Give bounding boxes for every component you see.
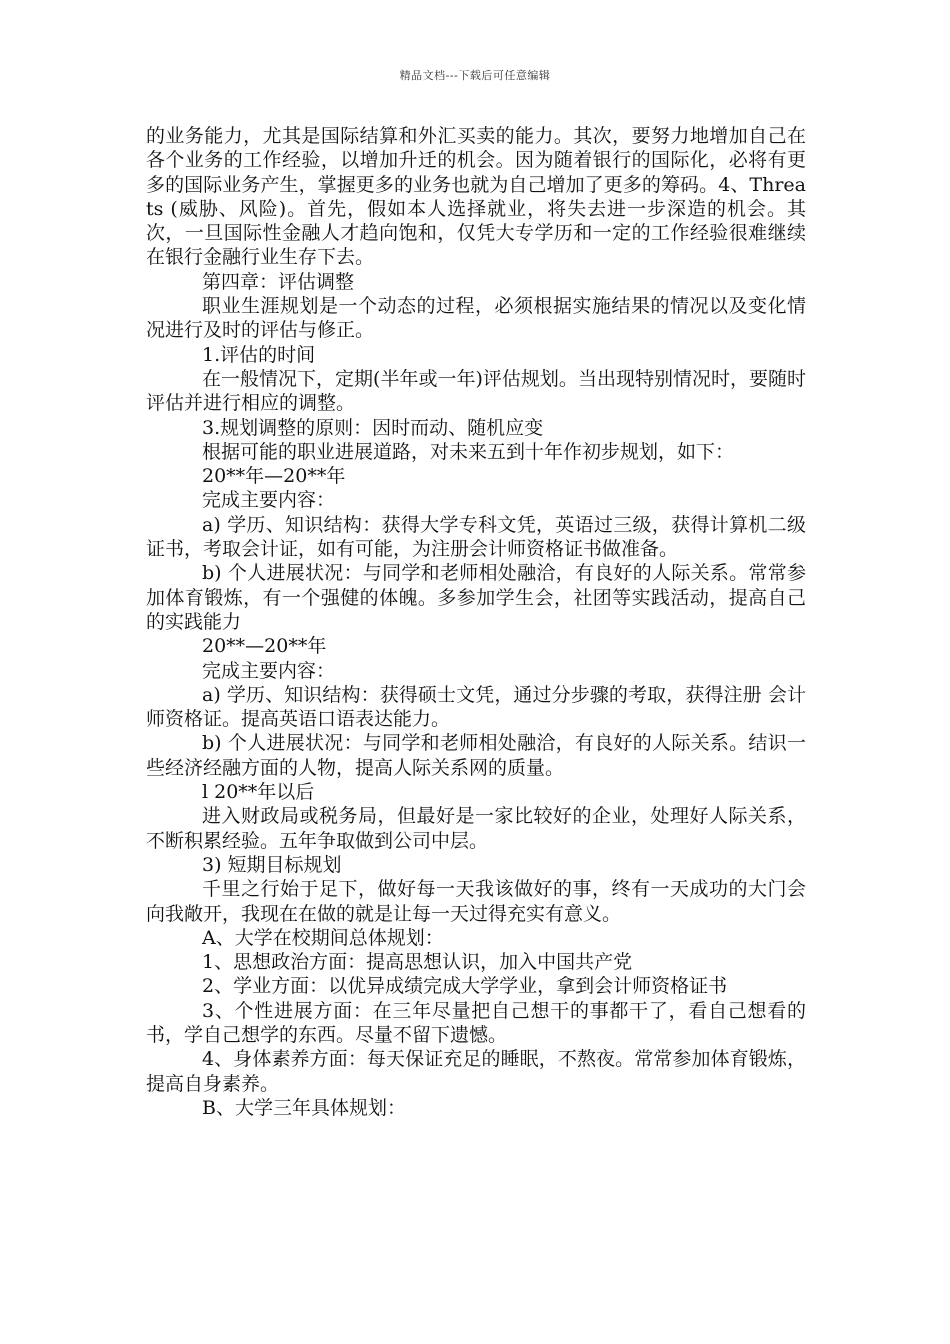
list-item: b) 个人进展状况：与同学和老师相处融洽，有良好的人际关系。结识一些经济经融方面的人物，提高人际关系网的质量。 — [146, 732, 806, 779]
list-item: a) 学历、知识结构：获得大学专科文凭，英语过三级，获得计算机二级证书，考取会计证，如有可能，为注册会计师资格证书做准备。 — [146, 513, 806, 561]
list-item: 3、个性进展方面：在三年尽量把自己想干的事都干了，看自己想看的书，学自己想学的东西。尽量不留下遗憾。 — [146, 999, 806, 1046]
period-heading: 20**年—20**年 — [202, 465, 346, 488]
paragraph: 根据可能的职业进展道路，对未来五到十年作初步规划，如下： — [202, 440, 735, 463]
list-item: a) 学历、知识结构：获得硕士文凭，通过分步骤的考取，获得注册 会计师资格证。提高英语口语表达能力。 — [146, 683, 806, 731]
list-item: 4、身体素养方面：每天保证充足的睡眠，不熬夜。常常参加体育锻炼，提高自身素养。 — [146, 1048, 806, 1095]
period-heading: l 20**年以后 — [202, 781, 315, 804]
paragraph: 完成主要内容： — [202, 489, 336, 512]
page-header: 精品文档---下载后可任意编辑 — [399, 69, 551, 82]
section-heading: 3.规划调整的原则：因时而动、随机应变 — [202, 416, 544, 439]
paragraph: 进入财政局或税务局，但最好是一家比较好的企业，处理好人际关系，不断积累经验。五年争取做到公司中层。 — [146, 805, 806, 852]
paragraph: 在一般情况下，定期(半年或一年)评估规划。当出现特别情况时，要随时评估并进行相应的调整。 — [146, 367, 806, 415]
list-heading: A、大学在校期间总体规划： — [202, 926, 444, 949]
chapter-heading: 第四章：评估调整 — [202, 270, 355, 293]
list-item: 2、学业方面：以优异成绩完成大学学业，拿到会计师资格证书 — [202, 975, 728, 998]
list-item: 1、思想政治方面：提高思想认识，加入中国共产党 — [202, 951, 633, 974]
list-item: b) 个人进展状况：与同学和老师相处融洽，有良好的人际关系。常常参加体育锻炼，有一个强健的体魄。多参加学生会，社团等实践活动，提高自己的实践能力 — [146, 562, 806, 633]
section-heading: 3) 短期目标规划 — [202, 853, 342, 876]
paragraph: 千里之行始于足下，做好每一天我该做好的事，终有一天成功的大门会向我敞开，我现在在做的就是让每一天过得充实有意义。 — [146, 878, 806, 925]
paragraph: 的业务能力，尤其是国际结算和外汇买卖的能力。其次，要努力地增加自己在各个业务的工作经验，以增加升迁的机会。因为随着银行的国际化，必将有更多的国际业务产生，掌握更多的业务也就为自己增加了更多的筹码。4、Threats (威胁、风险)。首先，假如本人选择就业，将失去进一步深造的机会。其次，一旦国际性金融人才趋向饱和，仅凭大专学历和一定的工作经验很难继续在银行金融行业生存下去。 — [146, 125, 806, 269]
document-body — [146, 124, 806, 1120]
period-heading: 20**—20**年 — [202, 635, 327, 658]
section-heading: 1.评估的时间 — [202, 343, 316, 366]
list-heading: B、大学三年具体规划： — [202, 1096, 406, 1119]
paragraph: 职业生涯规划是一个动态的过程，必须根据实施结果的情况以及变化情况进行及时的评估与修正。 — [146, 295, 806, 342]
paragraph: 完成主要内容： — [202, 659, 336, 682]
